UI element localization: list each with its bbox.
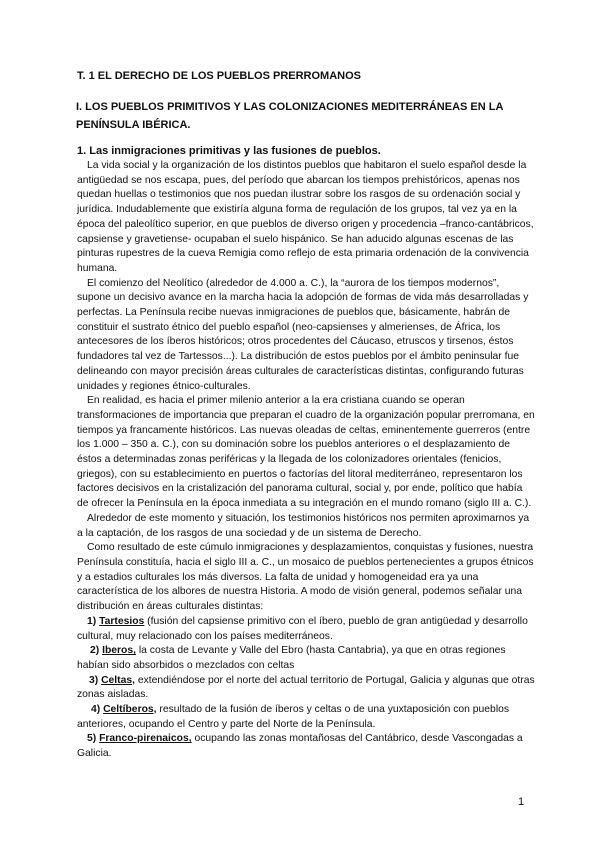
area-number: 1): [87, 615, 97, 627]
area-number: 3): [89, 674, 99, 686]
paragraph: La vida social y la organización de los distintos pueblos que habitaron el suelo español desde la antigüedad se nos escapa, pues, del período que abarcan los tiempos prehistóricos, apenas nos quedan huellas o testimonios que nos puedan ilustrar sobre los rasgos de su ordenación social y jurídica. Indudablemente que existiría alguna forma de regulación de los grupos, tal vez ya en la época del paleolítico superior, en que pueblos de diverso origen y procedencia –franco-cantábricos, capsiense y gravetiense- ocupaban el suelo hispánico. Se han aducido algunas escenas de las pinturas rupestres de la cueva Remigia como reflejo de esta primaria ordenación de la convivencia humana.: [77, 160, 534, 274]
paragraph: Como resultado de este cúmulo inmigraciones y desplazamientos, conquistas y fusiones, nuestra Península constituía, hacia el siglo III a. C., un mosaico de pueblos pertenecientes a grupos étnicos y a estadios culturales los más diversos. La falta de unidad y homogeneidad era ya una característica de los albores de nuestra Historia. A modo de visión general, podemos señalar una distribución en áreas culturales distintas:: [77, 542, 534, 613]
paragraph: El comienzo del Neolítico (alrededor de 4.000 a. C.), la “aurora de los tiempos modernos”, supone un decisivo avance en la marcha hacia la adopción de formas de vida más desarrolladas y perfectas. La Península recibe nuevas inmigraciones de pueblos que, básicamente, habrán de constituir el sustrato étnico del pueblo español (neo-capsienses y almerienses, de África, los antecesores de los íberos históricos; otros procedentes del Cáucaso, etruscos y tirsenos, éstos fundadores tal vez de Tartessos...). La distribución de estos pueblos por el ámbito peninsular fue delineando con mayor precisión áreas culturales de características distintas, configurando futuras unidades y regiones étnico-culturales.: [77, 277, 529, 392]
section-heading: I. LOS PUEBLOS PRIMITIVOS Y LAS COLONIZACIONES MEDITERRÁNEAS EN LA PENÍNSULA IBÉRICA.: [76, 101, 504, 131]
area-item: [77, 644, 535, 673]
area-number: 2): [90, 645, 100, 657]
area-name: Franco-pirenaicos,: [99, 733, 192, 745]
area-description: (fusión del capsiense primitivo con el íbero, pueblo de gran antigüedad y desarrollo cultural, muy relacionado con los países mediterráneos.: [77, 615, 528, 642]
area-item: [77, 674, 535, 703]
area-item: [77, 732, 535, 761]
area-description: extendiéndose por el norte del actual territorio de Portugal, Galicia y algunas que otras zonas aisladas.: [77, 674, 535, 701]
subsection-heading: 1. Las inmigraciones primitivas y las fusiones de pueblos.: [77, 145, 381, 157]
page-number: 1: [518, 796, 525, 808]
area-item: [77, 615, 535, 644]
paragraph: En realidad, es hacia el primer milenio anterior a la era cristiana cuando se operan transformaciones de importancia que preparan el cuadro de la organización popular prerromana, en tiempos ya francamente históricos. Las nuevas oleadas de celtas, eminentemente guerreros (entre los 1.000 – 350 a. C.), con su dominación sobre los pueblos anteriores o el desplazamiento de éstos a determinadas zonas periféricas y la llegada de los colonizadores orientales (fenicios, griegos), con su establecimiento en puertos o factorías del litoral mediterráneo, representaron los factores decisivos en la cristalización del panorama cultural, social y, por ende, político que había de ofrecer la Península en la época inmediata a su integración en el mundo romano (siglo III a. C.).: [77, 395, 535, 510]
area-name: Iberos,: [102, 645, 136, 657]
area-description: resultado de la fusión de íberos y celtas o de una yuxtaposición con pueblos anteriores, ocupando el Centro y parte del Norte de la Península.: [77, 704, 510, 730]
area-item: [77, 703, 535, 732]
area-number: 5): [87, 733, 97, 745]
area-name: Celtas,: [101, 674, 135, 686]
area-number: 4): [91, 704, 101, 716]
paragraph: Alrededor de este momento y situación, los testimonios históricos nos permiten aproximarnos ya a la captación, de los rasgos de una sociedad y de un sistema de Derecho.: [77, 512, 530, 539]
area-name: Celtíberos,: [103, 704, 157, 716]
area-description: ocupando las zonas montañosas del Cantábrico, desde Vascongadas a Galicia.: [77, 733, 523, 760]
area-name: Tartesios: [99, 615, 145, 627]
body-text: [77, 159, 535, 762]
document-title: T. 1 EL DERECHO DE LOS PUEBLOS PRERROMANOS: [77, 70, 362, 82]
area-description: la costa de Levante y Valle del Ebro (hasta Cantabria), ya que en otras regiones habían sido absorbidos o mezclados con celtas: [77, 645, 506, 671]
